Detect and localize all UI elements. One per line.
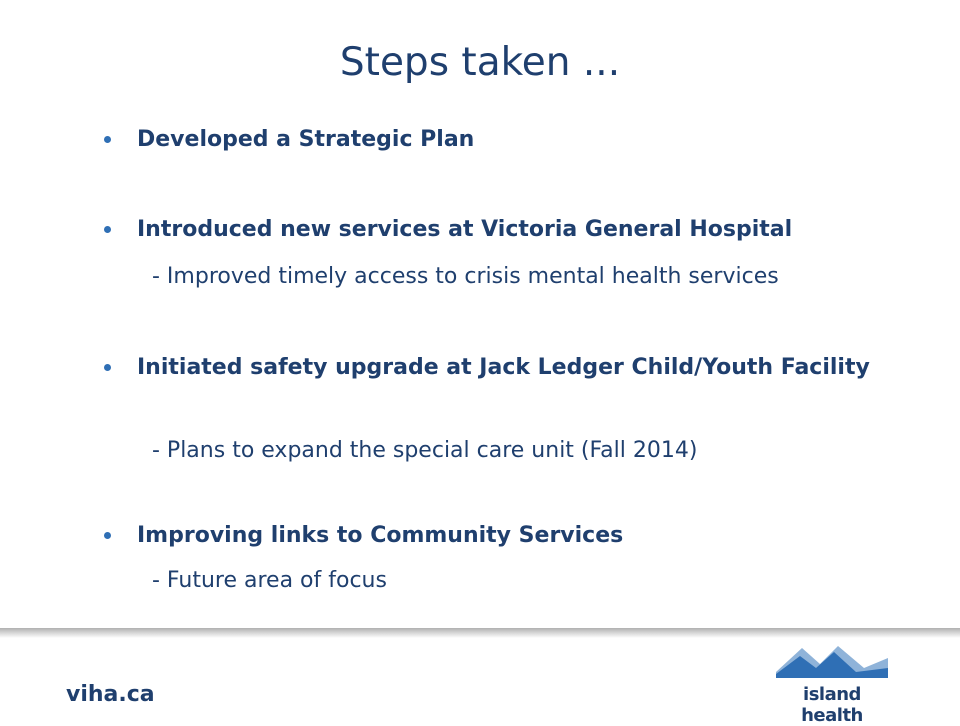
sub-point: - Plans to expand the special care unit (Fall 2014) (152, 438, 698, 463)
footer-divider (0, 628, 960, 638)
bullet-item (104, 350, 884, 385)
bullet-text: Improving links to Community Services (137, 523, 624, 548)
footer-website: viha.ca (66, 682, 155, 707)
bullet-text: Developed a Strategic Plan (137, 127, 475, 152)
bullet-dot-icon (104, 226, 111, 233)
bullet-item (104, 518, 884, 553)
slide-title: Steps taken ... (339, 40, 621, 85)
bullet-dot-icon (104, 136, 111, 143)
bullet-text: Introduced new services at Victoria General Hospital (137, 217, 793, 242)
bullet-item (104, 122, 884, 157)
sub-point: - Improved timely access to crisis mental health services (152, 264, 779, 289)
bullet-text: Initiated safety upgrade at Jack Ledger Child/Youth Facility (137, 355, 870, 380)
bullet-item (104, 212, 884, 247)
bullet-dot-icon (104, 364, 111, 371)
bullet-dot-icon (104, 532, 111, 539)
logo-wordmark: island health (801, 684, 863, 726)
sub-point: - Future area of focus (152, 568, 387, 593)
